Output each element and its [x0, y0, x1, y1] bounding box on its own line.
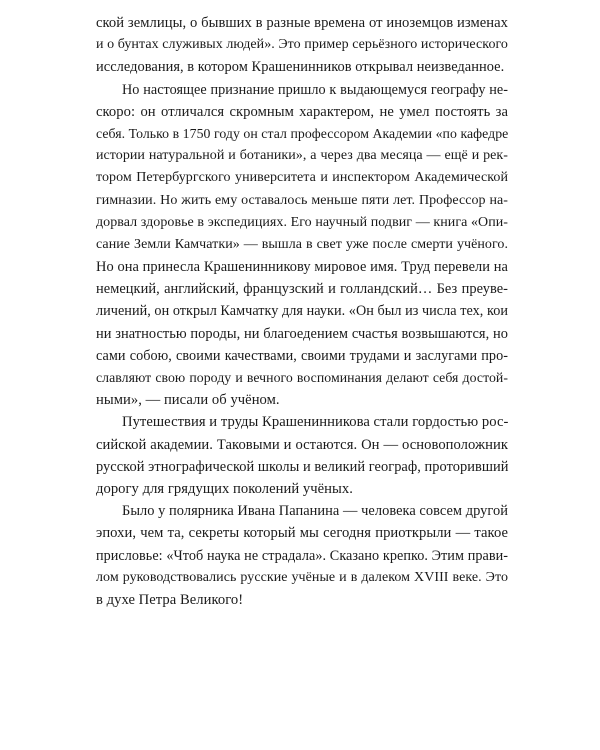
text-line: Но настоящее признание пришло к выдающемуся географу не- — [122, 81, 508, 98]
text-line: скоро: он отличался скромным характером, не умел постоять за — [96, 103, 508, 120]
text-line: личений, он открыл Камчатку для науки. «Он был из числа тех, кои — [96, 303, 508, 320]
book-page — [96, 12, 508, 611]
text-line: Путешествия и труды Крашенинникова стали гордостью рос- — [122, 414, 509, 431]
text-line: славляют свою породу и вечного воспоминания делают себя достой- — [96, 370, 508, 385]
text-line: сийской академии. Таковыми и остаются. Он — основоположник — [96, 436, 508, 453]
text-line: себя. Только в 1750 году он стал профессором Академии «по кафедре — [96, 125, 509, 141]
text-line: ни знатностью породы, ни благоедением счастья возвышаются, но — [96, 325, 508, 342]
text-line: гимназии. Но жить ему оставалось меньше пяти лет. Профессор на- — [96, 192, 508, 208]
paragraph-2 — [96, 79, 508, 412]
text-line: исследования, в котором Крашенинников открывал неизведанное. — [96, 59, 505, 76]
text-line: эпохи, чем та, секреты который мы сегодня приоткрыли — такое — [96, 525, 508, 542]
text-line: дорогу для грядущих поколений учёных. — [96, 480, 353, 497]
text-line: в духе Петра Великого! — [96, 591, 244, 608]
text-line: ными», — писали об учёном. — [96, 392, 280, 409]
paragraph-1 — [96, 12, 508, 79]
paragraph-3 — [96, 411, 508, 500]
text-line: ской землицы, о бывших в разные времена от иноземцов изменах — [96, 15, 508, 31]
text-line: сание Земли Камчатки» — вышла в свет уже после смерти учёного. — [96, 236, 508, 252]
text-line: присловье: «Чтоб наука не страдала». Сказано крепко. Этим прави- — [96, 547, 508, 564]
text-line: сами собою, своими качествами, своими трудами и заслугами про- — [96, 347, 508, 364]
text-line: дорвал здоровье в экспедициях. Его научный подвиг — книга «Опи- — [96, 214, 508, 230]
text-line: истории натуральной и ботаники», а через два месяца — ещё и рек- — [96, 148, 508, 164]
text-line: тором Петербургского университета и инспектором Академической — [96, 170, 508, 186]
text-line: Но она принесла Крашенинникову мировое имя. Труд перевели на — [96, 259, 508, 276]
text-line: и о бунтах служивых людей». Это пример серьёзного исторического — [96, 37, 508, 53]
text-line: Было у полярника Ивана Папанина — человека совсем другой — [122, 503, 508, 520]
paragraph-4 — [96, 500, 508, 611]
text-line: русской этнографической школы и великий географ, проторивший — [96, 458, 509, 475]
text-line: лом руководствовались русские учёные и в далеком XVIII веке. Это — [96, 569, 508, 585]
text-line: немецкий, английский, французский и голландский… Без преуве- — [96, 281, 508, 298]
